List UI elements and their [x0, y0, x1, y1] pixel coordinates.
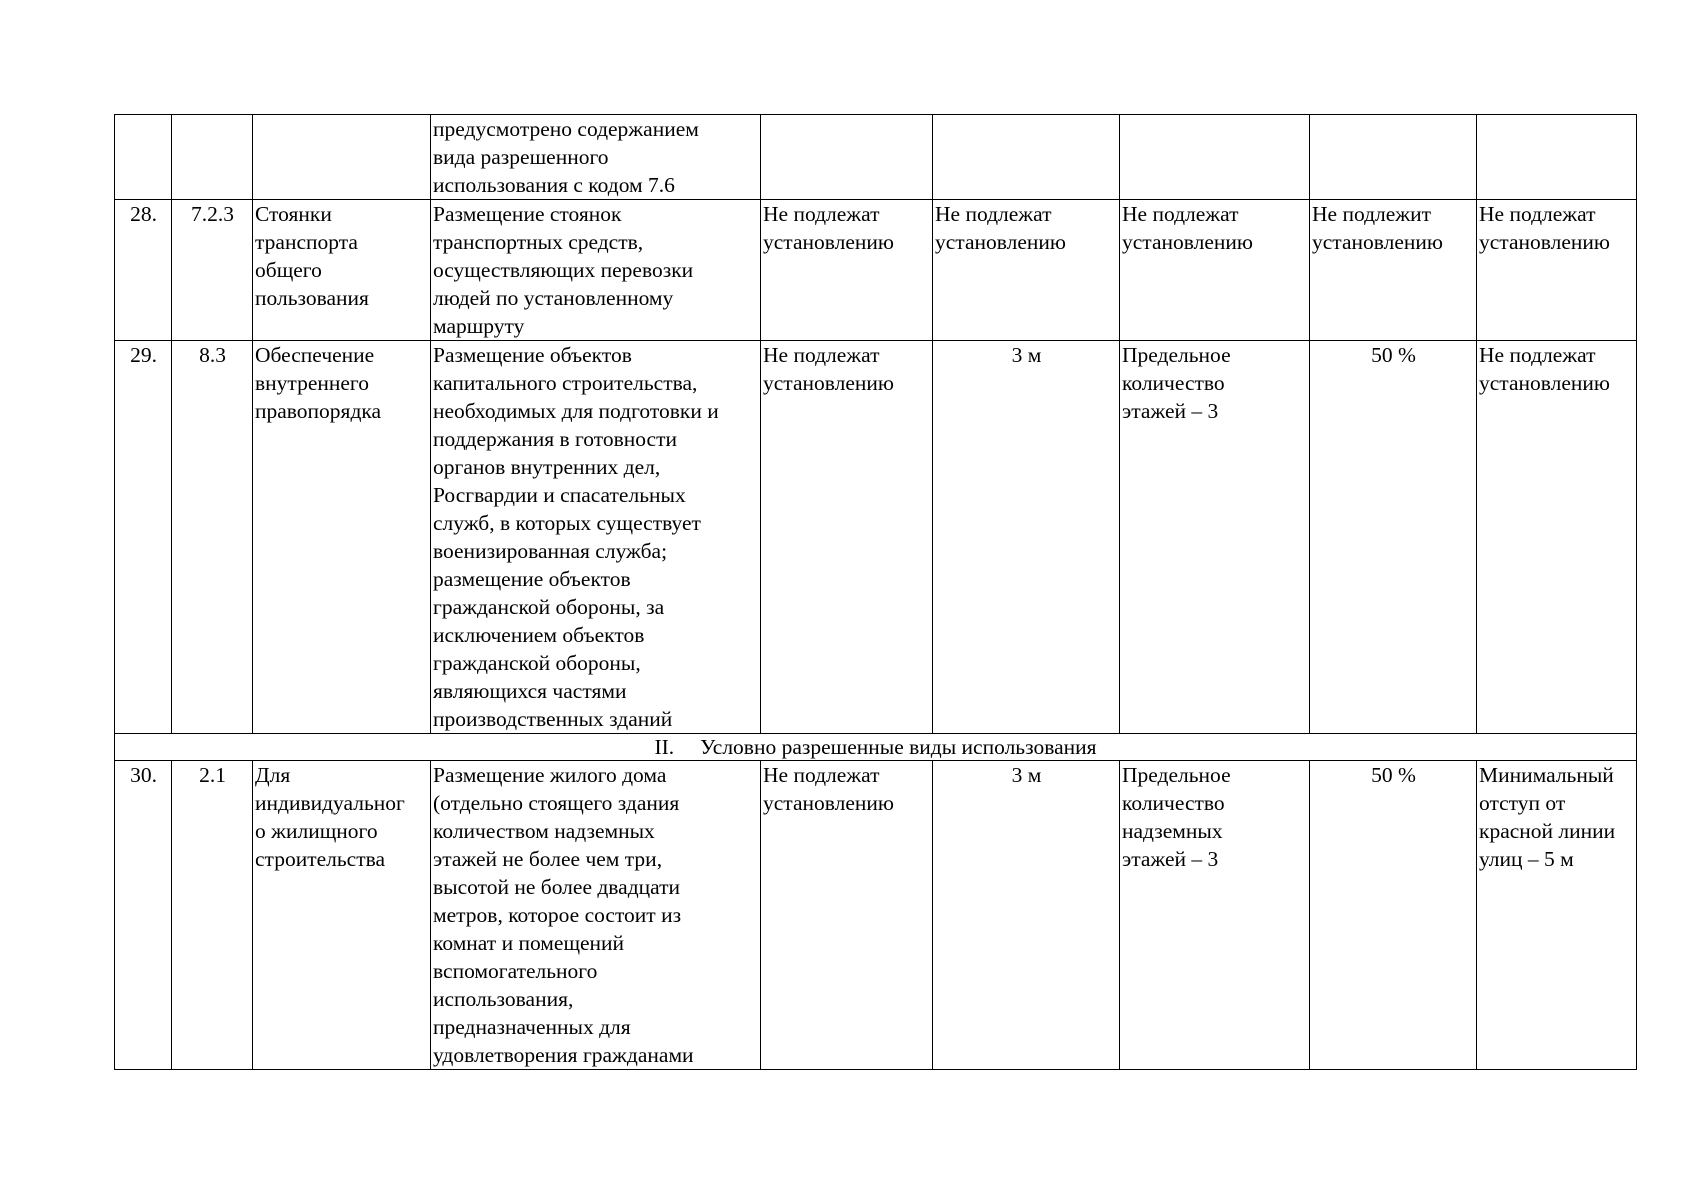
cell-col6: 3 м: [933, 341, 1120, 734]
cell-col8: 50 %: [1310, 341, 1477, 734]
cell-col5: [761, 115, 933, 200]
cell-name: Обеспечение внутреннего правопорядка: [253, 341, 431, 734]
table-row: [115, 341, 1637, 734]
cell-col8: 50 %: [1310, 761, 1477, 1070]
cell-col9: [1477, 115, 1637, 200]
cell-description: предусмотрено содержанием вида разрешенного использования с кодом 7.6: [431, 115, 761, 200]
cell-number: 30.: [115, 761, 172, 1070]
section-title: Условно разрешенные виды использования: [700, 735, 1097, 759]
cell-code: [172, 115, 253, 200]
cell-col5: Не подлежат установлению: [761, 200, 933, 341]
table-row: [115, 200, 1637, 341]
cell-col9: Не подлежат установлению: [1477, 341, 1637, 734]
section-number: II.: [654, 735, 675, 759]
cell-col5: Не подлежат установлению: [761, 761, 933, 1070]
cell-col7: Предельное количество надземных этажей – 3: [1120, 761, 1310, 1070]
table-row: [115, 761, 1637, 1070]
cell-name: Стоянки транспорта общего пользования: [253, 200, 431, 341]
cell-description: Размещение стоянок транспортных средств, осуществляющих перевозки людей по установленному маршруту: [431, 200, 761, 341]
cell-number: 29.: [115, 341, 172, 734]
cell-col6: 3 м: [933, 761, 1120, 1070]
cell-description: Размещение жилого дома (отдельно стоящего здания количеством надземных этажей не более чем три, высотой не более двадцати метров, которое состоит из комнат и помещений вспомогательного использования, предназначенных для удовлетворения гражданами: [431, 761, 761, 1070]
cell-name: Для индивидуальног о жилищного строительства: [253, 761, 431, 1070]
cell-code: 8.3: [172, 341, 253, 734]
cell-number: 28.: [115, 200, 172, 341]
cell-col9: Минимальный отступ от красной линии улиц – 5 м: [1477, 761, 1637, 1070]
cell-number: [115, 115, 172, 200]
cell-code: 7.2.3: [172, 200, 253, 341]
cell-col8: Не подлежит установлению: [1310, 200, 1477, 341]
cell-col9: Не подлежат установлению: [1477, 200, 1637, 341]
regulations-table: [114, 114, 1637, 1070]
cell-name: [253, 115, 431, 200]
section-header-row: [115, 734, 1637, 761]
cell-col6: [933, 115, 1120, 200]
section-header: [115, 734, 1637, 761]
cell-col6: Не подлежат установлению: [933, 200, 1120, 341]
cell-col5: Не подлежат установлению: [761, 341, 933, 734]
cell-col7: [1120, 115, 1310, 200]
cell-code: 2.1: [172, 761, 253, 1070]
cell-col7: Предельное количество этажей – 3: [1120, 341, 1310, 734]
table-row-continuation: [115, 115, 1637, 200]
cell-description: Размещение объектов капитального строительства, необходимых для подготовки и поддержания в готовности органов внутренних дел, Росгвардии и спасательных служб, в которых существует военизированная служба; размещение объектов гражданской обороны, за исключением объектов гражданской обороны, являющихся частями производственных зданий: [431, 341, 761, 734]
cell-col8: [1310, 115, 1477, 200]
cell-col7: Не подлежат установлению: [1120, 200, 1310, 341]
